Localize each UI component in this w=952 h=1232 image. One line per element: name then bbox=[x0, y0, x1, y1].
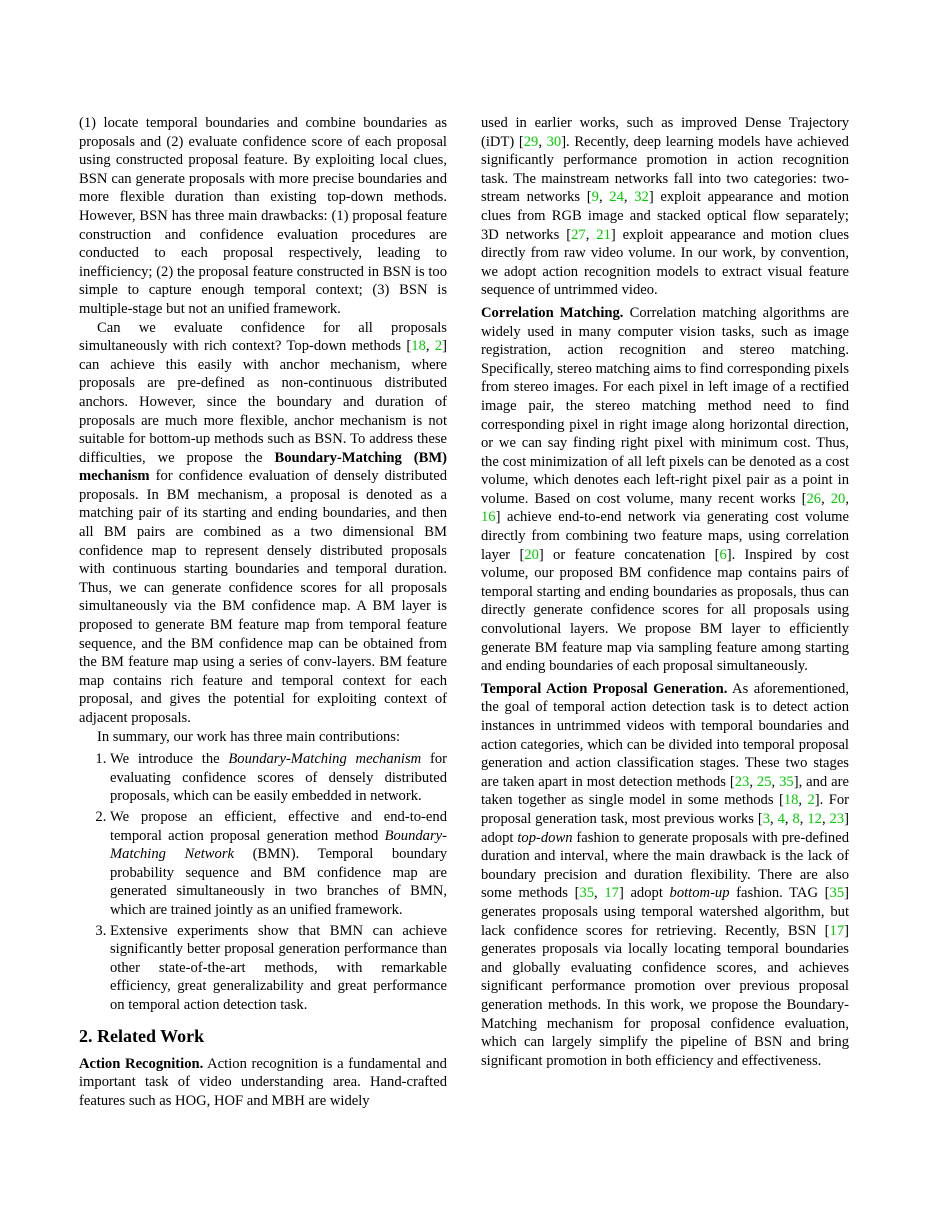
citation-link[interactable]: 20 bbox=[524, 546, 539, 563]
citation-link[interactable]: 12 bbox=[807, 810, 822, 827]
citation-link[interactable]: 35 bbox=[579, 885, 595, 902]
citation-link[interactable]: 30 bbox=[546, 133, 562, 150]
citation-link[interactable]: 35 bbox=[779, 773, 794, 790]
citation-link[interactable]: 20 bbox=[830, 490, 846, 507]
run-in-heading: Correlation Matching. bbox=[481, 304, 624, 321]
citation-link[interactable]: 32 bbox=[634, 189, 649, 206]
citation-link[interactable]: 3 bbox=[762, 810, 771, 827]
citation-link[interactable]: 8 bbox=[792, 810, 800, 827]
right-column bbox=[481, 114, 849, 1070]
list-item: 1. We introduce the Boundary-Matching mechanism for evaluating confidence scores of densely distributed proposals, which can be easily embedded in network. bbox=[110, 750, 447, 806]
run-in-heading: Temporal Action Proposal Generation. bbox=[481, 680, 728, 697]
citation-link[interactable]: 18 bbox=[411, 338, 426, 355]
citation-link[interactable]: 25 bbox=[756, 773, 772, 790]
citation-link[interactable]: 23 bbox=[734, 773, 750, 790]
left-column bbox=[79, 114, 447, 1110]
citation-link[interactable]: 21 bbox=[596, 226, 611, 243]
citation-link[interactable]: 29 bbox=[523, 133, 539, 150]
list-item: 3. Extensive experiments show that BMN can achieve significantly better proposal generation performance than other state-of-the-art methods, with remarkable efficiency, great generalizability and great performance on temporal action detection task. bbox=[110, 922, 447, 1015]
bm-mechanism-term: Boundary-Matching (BM) mechanism bbox=[79, 449, 447, 485]
citation-link[interactable]: 16 bbox=[481, 509, 496, 526]
paragraph-action-recognition-cont: used in earlier works, such as improved Dense Trajectory (iDT) [29, 30]. Recently, deep learning models have achieved significantly performance promotion in action recognition task. The mainstream networks fall into two categories: two-stream networks [9, 24, 32] exploit appearance and motion clues from RGB image and stacked optical flow separately; 3D networks [27, 21] exploit appearance and motion clues directly from raw video volume. In our work, by convention, we adopt action recognition models to extract visual feature sequence of untrimmed video. bbox=[481, 115, 849, 299]
citation-link[interactable]: 17 bbox=[604, 885, 619, 902]
citation-link[interactable]: 17 bbox=[829, 922, 845, 939]
run-in-heading: Action Recognition. bbox=[79, 1055, 204, 1072]
list-item: 2. We propose an efficient, effective and end-to-end temporal action proposal generation method Boundary-Matching Network (BMN). Temporal boundary probability sequence and BM confidence map are generated simultaneously in two branches of BMN, which are trained jointly as an unified framework. bbox=[110, 808, 447, 920]
citation-link[interactable]: 2 bbox=[807, 792, 815, 809]
paragraph-temporal-action-proposal: Temporal Action Proposal Generation. As aforementioned, the goal of temporal action detection task is to detect action instances in untrimmed videos with temporal boundaries and action categories, which can be divided into temporal proposal generation and action classification stages. These two stages are taken apart in most detection methods [23, 25, 35], and are taken together as single model in some methods [18, 2]. For proposal generation task, most previous works [3, 4, 8, 12, 23] adopt top-down fashion to generate proposals with pre-defined duration and interval, where the main drawback is the lack of boundary precision and duration flexibility. There are also some methods [35, 17] adopt bottom-up fashion. TAG [35] generates proposals using temporal watershed algorithm, but lack confidence scores for retrieving. Recently, BSN [17] generates proposals via locally locating temporal boundaries and globally evaluating confidence scores, and achieves significant performance promotion over previous proposal generation methods. In this work, we propose the Boundary-Matching mechanism for proposal confidence evaluation, which can largely simplify the pipeline of BSN and bring significant promotion in both efficiency and effectiveness. bbox=[481, 680, 850, 1069]
citation-link[interactable]: 2 bbox=[434, 338, 443, 355]
citation-link[interactable]: 24 bbox=[609, 189, 624, 206]
citation-link[interactable]: 23 bbox=[829, 810, 845, 827]
paragraph-contributions-intro: In summary, our work has three main contributions: bbox=[97, 728, 401, 745]
citation-link[interactable]: 27 bbox=[571, 226, 586, 243]
section-heading-related-work: 2. Related Work bbox=[79, 1025, 205, 1046]
citation-link[interactable]: 18 bbox=[783, 792, 799, 809]
citation-link[interactable]: 35 bbox=[829, 885, 845, 902]
citation-link[interactable]: 6 bbox=[719, 546, 727, 563]
paragraph-bm-mechanism: Can we evaluate confidence for all proposals simultaneously with rich context? Top-down methods [18, 2] can achieve this easily with anchor mechanism, where proposals are pre-defined as non-continuous distributed anchors. However, since the boundary and duration of proposals are much more flexible, anchor mechanism is not suitable for bottom-up methods such as BSN. To address these difficulties, we propose the Boundary-Matching (BM) mechanism for confidence evaluation of densely distributed proposals. In BM mechanism, a proposal is denoted as a matching pair of its starting and ending boundaries, and then all BM pairs are combined as a two dimensional BM confidence map to represent densely distributed proposals with continuous starting boundaries and temporal duration. Thus, we can generate confidence scores for all proposals simultaneously via the BM confidence map. A BM layer is proposed to generate BM feature map from temporal feature sequence, and the BM confidence map can be obtained from the BM feature map using a series of conv-layers. BM feature map contains rich feature and temporal context for each proposal, and gives the potential for exploiting context of adjacent proposals. bbox=[79, 319, 448, 726]
paragraph-correlation-matching: Correlation Matching. Correlation matching algorithms are widely used in many computer vision tasks, such as image registration, action recognition and stereo matching. Specifically, stereo matching aims to find corresponding pixels from stereo images. For each pixel in left image of a rectified image pair, the stereo matching method need to find corresponding pixel in right image along horizontal direction, or we can say finding right pixel with minimum cost. Thus, the cost minimization of all left pixels can be denoted as a cost volume, which denotes each left-right pixel pair as a point in volume. Based on cost volume, many recent works [26, 20, 16] achieve end-to-end network via generating cost volume directly from combining two feature maps, using correlation layer [20] or feature concatenation [6]. Inspired by cost volume, our proposed BM confidence map contains pairs of temporal starting and ending boundaries as proposals, thus can directly generate confidence scores for all proposals using convolutional layers. We propose BM layer to efficiently generate BM feature map via sampling feature among starting and ending boundaries of each proposal simultaneously. bbox=[481, 304, 849, 675]
citation-link[interactable]: 9 bbox=[591, 189, 599, 206]
paragraph-bsn-drawbacks: (1) locate temporal boundaries and combine boundaries as proposals and (2) evaluate confidence score of each proposal using constructed proposal feature. By exploiting local clues, BSN can generate proposals with more precise boundaries and more flexible duration than existing top-down methods. However, BSN has three main drawbacks: (1) proposal feature construction and confidence evaluation procedures are conducted to each proposal respectively, leading to inefficiency; (2) the proposal feature constructed in BSN is too simple to capture enough temporal context; (3) BSN is multiple-stage but not an unified framework. bbox=[79, 115, 447, 317]
citation-link[interactable]: 26 bbox=[806, 490, 822, 507]
paragraph-action-recognition: Action Recognition. Action recognition is a fundamental and important task of video understanding area. Hand-crafted features such as HOG, HOF and MBH are widely bbox=[79, 1055, 447, 1109]
citation-link[interactable]: 4 bbox=[777, 810, 785, 827]
contributions-list bbox=[79, 750, 447, 1014]
